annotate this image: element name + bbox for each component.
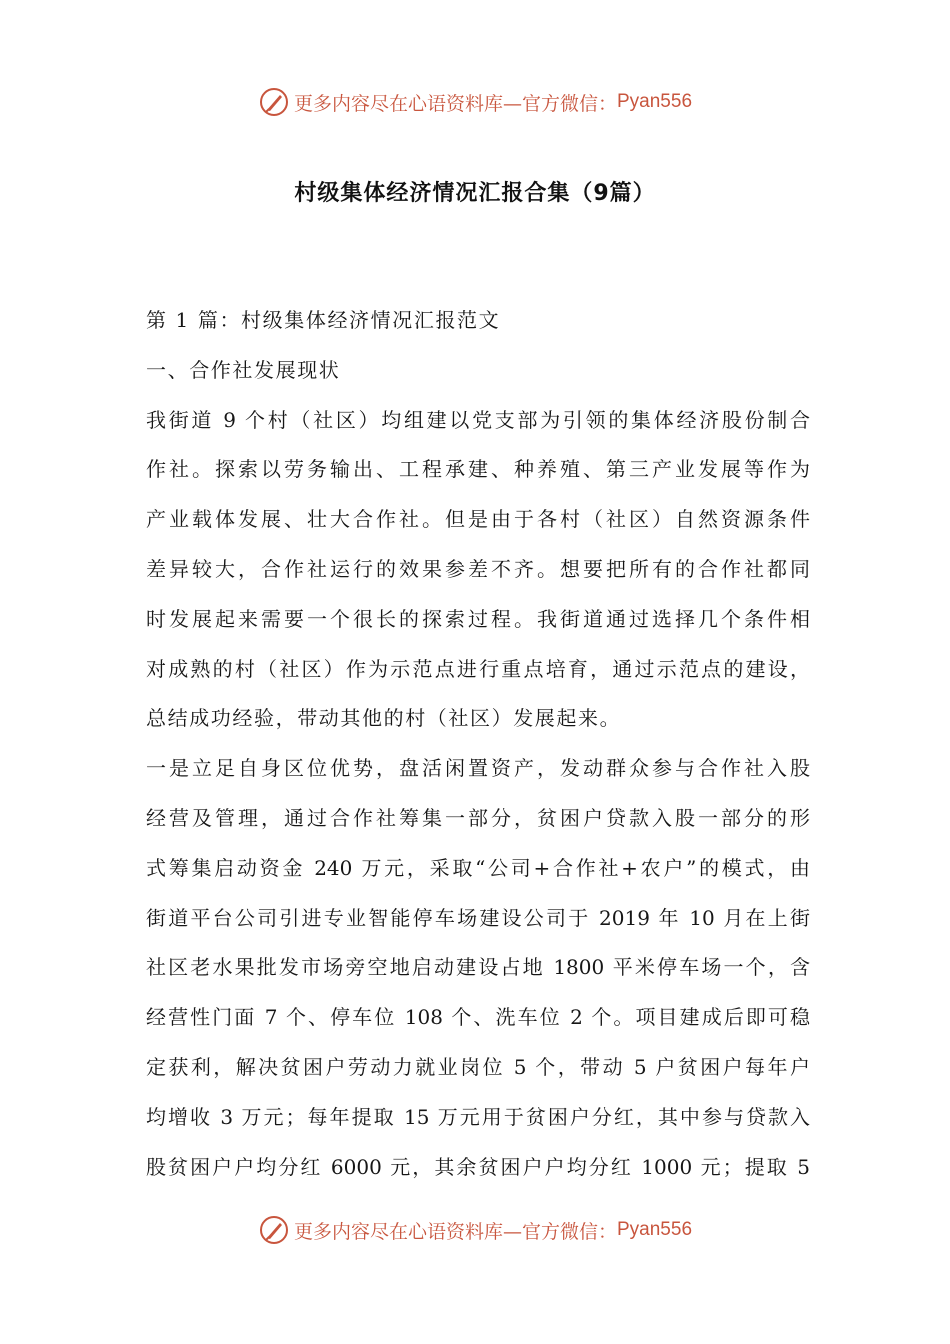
footer-watermark bbox=[0, 1208, 950, 1252]
body-line: 对成熟的村（社区）作为示范点进行重点培育，通过示范点的建设， bbox=[146, 656, 810, 681]
quill-logo-icon bbox=[258, 86, 290, 118]
body-line: 经营及管理，通过合作社筹集一部分，贫困户贷款入股一部分的形 bbox=[146, 805, 810, 830]
body-line: 我街道 9 个村（社区）均组建以党支部为引领的集体经济股份制合 bbox=[146, 407, 810, 432]
body-line: 总结成功经验，带动其他的村（社区）发展起来。 bbox=[146, 706, 622, 731]
body-line: 一是立足自身区位优势，盘活闲置资产，发动群众参与合作社入股 bbox=[146, 756, 810, 781]
body-line: 街道平台公司引进专业智能停车场建设公司于 2019 年 10 月在上街 bbox=[146, 905, 810, 930]
quill-logo-icon bbox=[258, 1214, 290, 1246]
body-line: 均增收 3 万元；每年提取 15 万元用于贫困户分红，其中参与贷款入 bbox=[146, 1104, 810, 1129]
document-title: 村级集体经济情况汇报合集（9篇） bbox=[294, 181, 656, 206]
subsection-heading: 一、合作社发展现状 bbox=[146, 357, 341, 382]
body-line: 经营性门面 7 个、停车位 108 个、洗车位 2 个。项目建成后即可稳 bbox=[146, 1005, 810, 1030]
header-watermark bbox=[0, 80, 950, 124]
body-line: 产业载体发展、壮大合作社。但是由于各村（社区）自然资源条件 bbox=[146, 507, 810, 532]
watermark-wechat-id: Pyan556 bbox=[617, 1219, 693, 1240]
watermark-text: 更多内容尽在心语资料库—官方微信： bbox=[293, 1220, 617, 1243]
body-line: 作社。探索以劳务输出、工程承建、种养殖、第三产业发展等作为 bbox=[146, 457, 810, 482]
body-line: 定获利，解决贫困户劳动力就业岗位 5 个，带动 5 户贫困户每年户 bbox=[146, 1054, 810, 1079]
document-body bbox=[146, 296, 810, 1192]
body-line: 差异较大，合作社运行的效果参差不齐。想要把所有的合作社都同 bbox=[146, 556, 810, 581]
body-line: 时发展起来需要一个很长的探索过程。我街道通过选择几个条件相 bbox=[146, 606, 810, 631]
watermark-text: 更多内容尽在心语资料库—官方微信： bbox=[293, 92, 617, 115]
body-line: 式筹集启动资金 240 万元，采取“公司+合作社+农户”的模式，由 bbox=[146, 855, 810, 880]
body-line: 社区老水果批发市场旁空地启动建设占地 1800 平米停车场一个，含 bbox=[146, 955, 810, 980]
section-heading: 第 1 篇：村级集体经济情况汇报范文 bbox=[146, 308, 501, 332]
watermark-wechat-id: Pyan556 bbox=[617, 91, 693, 112]
body-line: 股贫困户户均分红 6000 元，其余贫困户户均分红 1000 元；提取 5 bbox=[146, 1154, 810, 1179]
